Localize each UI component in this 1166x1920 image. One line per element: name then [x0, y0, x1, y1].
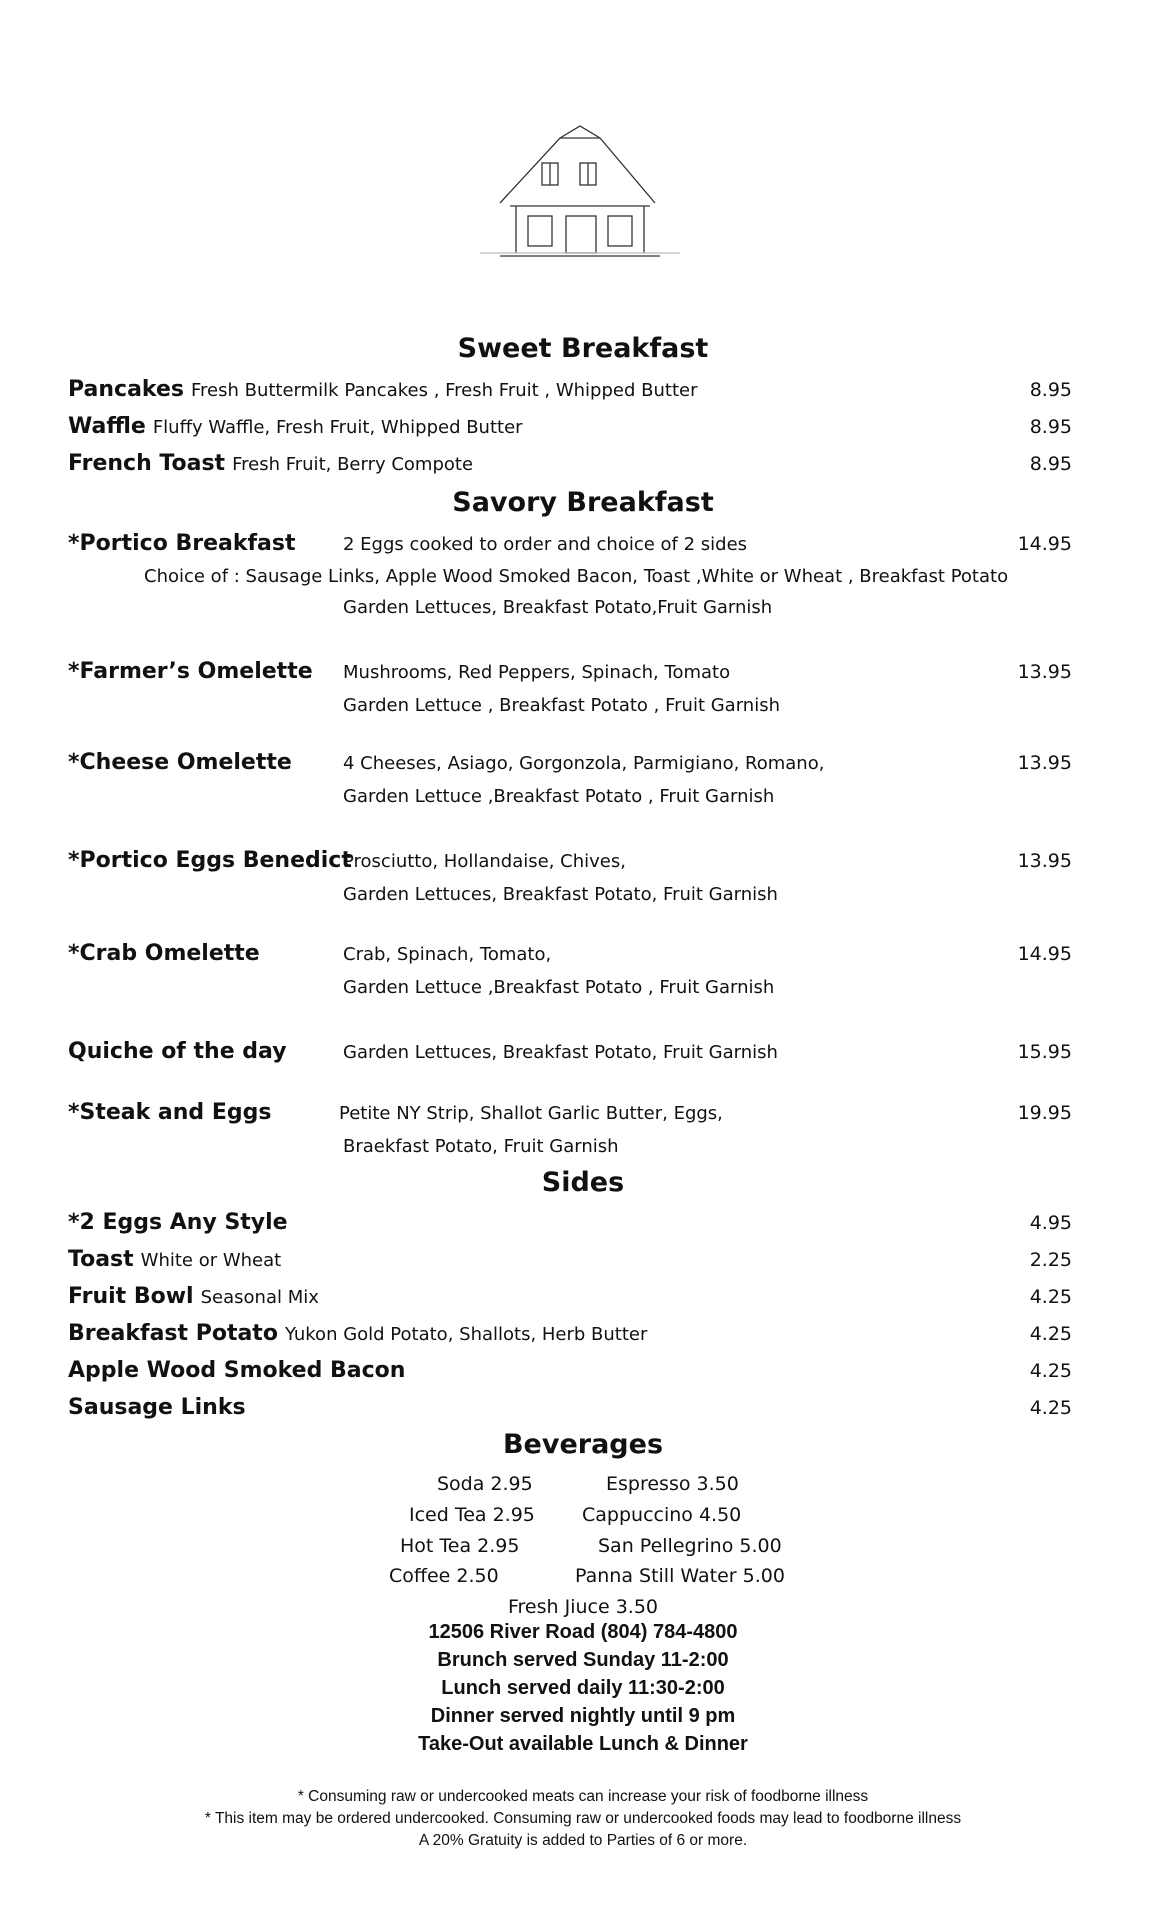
- hours-brunch: Brunch served Sunday 11-2:00: [437, 1649, 729, 1671]
- menu-item-price: 4.95: [1029, 1212, 1072, 1234]
- menu-item-name: Pancakes: [68, 377, 184, 402]
- menu-item-desc: Seasonal Mix: [200, 1287, 319, 1308]
- beverage-item: Soda 2.95: [437, 1473, 533, 1495]
- menu-item-name: Quiche of the day: [68, 1039, 287, 1064]
- menu-item-name: *Cheese Omelette: [68, 750, 292, 775]
- menu-item-price: 8.95: [1029, 379, 1072, 401]
- menu-item-desc: Fresh Fruit, Berry Compote: [232, 454, 474, 475]
- beverage-item: Cappuccino 4.50: [582, 1504, 742, 1526]
- menu-item-desc: Crab, Spinach, Tomato,: [343, 944, 552, 965]
- menu-item-price: 13.95: [1017, 661, 1072, 683]
- menu-item: [68, 377, 697, 402]
- menu-item-name: *Farmer’s Omelette: [68, 659, 313, 684]
- takeout-note: Take-Out available Lunch & Dinner: [418, 1733, 748, 1755]
- menu-item-desc: Garden Lettuce ,Breakfast Potato , Fruit Garnish: [343, 977, 775, 998]
- menu-item-desc: Garden Lettuces, Breakfast Potato, Fruit Garnish: [343, 884, 778, 905]
- section-heading-sweet: Sweet Breakfast: [457, 333, 709, 364]
- menu-item-name: *Portico Eggs Benedict: [68, 848, 352, 873]
- menu-item: [68, 1210, 288, 1235]
- menu-item-name: Breakfast Potato: [68, 1321, 278, 1346]
- menu-item: [68, 1395, 246, 1420]
- menu-item-price: 19.95: [1017, 1102, 1072, 1124]
- menu-item-price: 13.95: [1017, 752, 1072, 774]
- menu-item: [68, 414, 523, 439]
- menu-item-name: *Crab Omelette: [68, 941, 260, 966]
- menu-item-desc: 2 Eggs cooked to order and choice of 2 sides: [343, 534, 748, 555]
- address-phone: 12506 River Road (804) 784-4800: [428, 1621, 738, 1643]
- beverage-item: Coffee 2.50: [389, 1565, 499, 1587]
- disclaimer-undercooked: * This item may be ordered undercooked. Consuming raw or undercooked foods may lead to foodborne illness: [204, 1810, 962, 1827]
- house-sketch-icon: [480, 118, 680, 263]
- hours-lunch: Lunch served daily 11:30-2:00: [441, 1677, 725, 1699]
- menu-item-desc: Yukon Gold Potato, Shallots, Herb Butter: [284, 1324, 648, 1345]
- menu-item-desc: Garden Lettuce , Breakfast Potato , Fruit Garnish: [343, 695, 780, 716]
- menu-item-price: 14.95: [1017, 533, 1072, 555]
- menu-item-name: Sausage Links: [68, 1395, 246, 1420]
- menu-item-name: French Toast: [68, 451, 226, 476]
- menu-item: [68, 1321, 647, 1346]
- menu-item-desc: Garden Lettuces, Breakfast Potato, Fruit Garnish: [343, 1042, 778, 1063]
- beverage-item: Panna Still Water 5.00: [575, 1565, 785, 1587]
- menu-item: [68, 1247, 281, 1272]
- section-heading-sides: Sides: [541, 1167, 625, 1198]
- menu-item-price: 4.25: [1029, 1397, 1072, 1419]
- menu-item: [68, 451, 473, 476]
- disclaimer-raw-meat: * Consuming raw or undercooked meats can increase your risk of foodborne illness: [297, 1788, 869, 1805]
- menu-item-desc: Garden Lettuces, Breakfast Potato,Fruit Garnish: [343, 597, 773, 618]
- menu-item-price: 4.25: [1029, 1360, 1072, 1382]
- beverage-item: Fresh Jiuce 3.50: [507, 1596, 658, 1618]
- hours-dinner: Dinner served nightly until 9 pm: [430, 1705, 736, 1727]
- menu-item-name: *Portico Breakfast: [68, 531, 296, 556]
- menu-item-desc: White or Wheat: [140, 1250, 282, 1271]
- section-heading-beverages: Beverages: [502, 1429, 664, 1460]
- beverage-item: Iced Tea 2.95: [409, 1504, 535, 1526]
- menu-item-desc: Petite NY Strip, Shallot Garlic Butter, Eggs,: [339, 1103, 723, 1124]
- menu-item-desc: Fresh Buttermilk Pancakes , Fresh Fruit , Whipped Butter: [190, 380, 698, 401]
- menu-item-name: Waffle: [68, 414, 146, 439]
- menu-item-desc: 4 Cheeses, Asiago, Gorgonzola, Parmigiano, Romano,: [343, 753, 825, 774]
- menu-item-name: *2 Eggs Any Style: [68, 1210, 288, 1235]
- menu-item-price: 8.95: [1029, 416, 1072, 438]
- menu-item: [68, 1358, 405, 1383]
- menu-item-desc: Prosciutto, Hollandaise, Chives,: [343, 851, 626, 872]
- menu-item-price: 14.95: [1017, 943, 1072, 965]
- section-heading-savory: Savory Breakfast: [452, 487, 714, 518]
- gratuity-note: A 20% Gratuity is added to Parties of 6 or more.: [418, 1832, 748, 1849]
- menu-item-desc: Braekfast Potato, Fruit Garnish: [343, 1136, 619, 1157]
- menu-item-price: 13.95: [1017, 850, 1072, 872]
- menu-item-price: 15.95: [1017, 1041, 1072, 1063]
- beverage-item: Espresso 3.50: [606, 1473, 739, 1495]
- menu-item-desc: Mushrooms, Red Peppers, Spinach, Tomato: [343, 662, 731, 683]
- menu-item-price: 2.25: [1029, 1249, 1072, 1271]
- menu-item-price: 4.25: [1029, 1323, 1072, 1345]
- menu-item-name: *Steak and Eggs: [68, 1100, 272, 1125]
- menu-item-choice: Choice of : Sausage Links, Apple Wood Smoked Bacon, Toast ,White or Wheat , Breakfast Potato: [144, 566, 1009, 587]
- beverage-item: Hot Tea 2.95: [400, 1535, 520, 1557]
- menu-item-price: 8.95: [1029, 453, 1072, 475]
- menu-item-desc: Garden Lettuce ,Breakfast Potato , Fruit Garnish: [343, 786, 775, 807]
- menu-item-price: 4.25: [1029, 1286, 1072, 1308]
- menu-item-name: Toast: [68, 1247, 134, 1272]
- menu-item-desc: Fluffy Waffle, Fresh Fruit, Whipped Butter: [152, 417, 523, 438]
- beverage-item: San Pellegrino 5.00: [598, 1535, 782, 1557]
- menu-item-name: Fruit Bowl: [68, 1284, 194, 1309]
- menu-item-name: Apple Wood Smoked Bacon: [68, 1358, 406, 1383]
- menu-item: [68, 1284, 319, 1309]
